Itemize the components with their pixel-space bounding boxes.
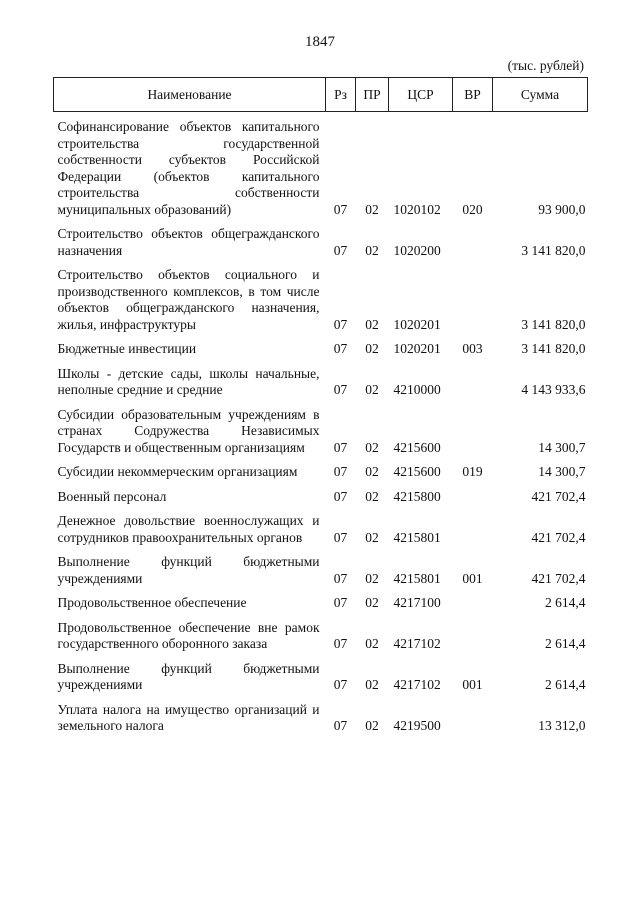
row-name: Софинансирование объектов капитального строительства государственной собственности субъектов Российской Федерации (объектов капитального строительства собственности муниципальных образований) [57, 119, 320, 217]
row-sum: 93 900,0 [538, 201, 586, 217]
row-vr [453, 399, 493, 457]
table-row [54, 333, 588, 358]
table-row [54, 694, 588, 735]
row-csr: 4215801 [393, 529, 441, 545]
row-sum: 4 143 933,6 [521, 382, 586, 397]
row-vr [453, 505, 493, 546]
table-row [54, 358, 588, 399]
row-rz: 07 [333, 464, 348, 479]
header-pr: ПР [356, 78, 389, 112]
row-name: Военный персонал [57, 488, 167, 504]
row-name: Строительство объектов общегражданского назначения [57, 226, 320, 258]
header-rz: Рз [326, 78, 356, 112]
header-vr: ВР [453, 78, 493, 112]
table-header-row [54, 78, 588, 112]
table-row [54, 505, 588, 546]
row-rz: 07 [333, 529, 348, 545]
row-pr: 02 [365, 636, 379, 651]
header-sum: Сумма [493, 78, 588, 112]
row-rz: 07 [333, 382, 348, 397]
header-csr: ЦСР [389, 78, 453, 112]
row-pr: 02 [365, 488, 379, 504]
row-rz: 07 [333, 242, 348, 258]
row-rz: 07 [333, 718, 348, 733]
row-name: Денежное довольствие военнослужащих и сотрудников правоохранительных органов [57, 513, 320, 545]
row-csr: 4217102 [393, 677, 441, 692]
row-sum: 14 300,7 [538, 439, 586, 455]
row-name: Продовольственное обеспечение [57, 595, 247, 610]
row-name: Выполнение функций бюджетными учреждениями [57, 660, 320, 692]
row-rz: 07 [333, 341, 348, 356]
header-name: Наименование [54, 78, 326, 112]
table-row [54, 456, 588, 481]
row-rz: 07 [333, 439, 348, 455]
row-sum: 3 141 820,0 [521, 316, 586, 332]
row-sum: 421 702,4 [531, 529, 586, 545]
row-rz: 07 [333, 636, 348, 651]
row-vr [453, 612, 493, 653]
row-csr: 4215800 [393, 488, 441, 504]
table-row [54, 612, 588, 653]
row-rz: 07 [333, 488, 348, 504]
row-name: Выполнение функций бюджетными учреждениями [57, 554, 320, 586]
row-vr [453, 259, 493, 333]
row-vr: 019 [462, 464, 483, 479]
row-pr: 02 [365, 570, 379, 586]
row-csr: 4215600 [393, 439, 441, 455]
units-note: (тыс. рублей) [507, 58, 584, 73]
row-sum: 13 312,0 [538, 718, 586, 733]
page-number: 1847 [305, 34, 335, 50]
table-row [54, 112, 588, 219]
row-pr: 02 [365, 439, 379, 455]
table-row [54, 653, 588, 694]
row-rz: 07 [333, 677, 348, 692]
row-vr [453, 358, 493, 399]
row-vr [453, 481, 493, 506]
row-vr: 001 [462, 677, 483, 692]
row-rz: 07 [333, 595, 348, 610]
row-csr: 4217100 [393, 595, 441, 610]
row-vr: 003 [462, 341, 483, 356]
table-row [54, 259, 588, 333]
row-pr: 02 [365, 529, 379, 545]
row-sum: 2 614,4 [545, 677, 586, 692]
row-csr: 4219500 [393, 718, 441, 733]
table-row [54, 218, 588, 259]
row-rz: 07 [333, 570, 348, 586]
row-csr: 1020102 [393, 201, 441, 217]
row-csr: 4217102 [393, 636, 441, 651]
budget-table [53, 77, 588, 735]
row-pr: 02 [365, 341, 379, 356]
row-pr: 02 [365, 464, 379, 479]
row-name: Школы - детские сады, школы начальные, неполные средние и средние [57, 365, 320, 397]
row-csr: 4215600 [393, 464, 441, 479]
row-sum: 2 614,4 [545, 636, 586, 651]
row-sum: 421 702,4 [531, 488, 586, 504]
row-vr [453, 587, 493, 612]
row-pr: 02 [365, 382, 379, 397]
row-name: Строительство объектов социального и производственного комплексов, в том числе объектов общегражданского назначения, жилья, инфраструктуры [57, 267, 320, 332]
row-sum: 3 141 820,0 [521, 242, 586, 258]
row-name: Уплата налога на имущество организаций и земельного налога [57, 701, 320, 733]
row-name: Субсидии некоммерческим организациям [57, 464, 298, 479]
row-sum: 14 300,7 [538, 464, 586, 479]
row-csr: 1020201 [393, 316, 441, 332]
row-rz: 07 [333, 316, 348, 332]
row-pr: 02 [365, 595, 379, 610]
row-csr: 4210000 [393, 382, 441, 397]
row-csr: 1020200 [393, 242, 441, 258]
row-name: Субсидии образовательным учреждениям в странах Содружества Независимых Государств и общественным организациям [57, 406, 320, 455]
row-sum: 3 141 820,0 [521, 341, 586, 356]
row-sum: 421 702,4 [531, 570, 586, 586]
row-vr [453, 218, 493, 259]
row-pr: 02 [365, 677, 379, 692]
row-rz: 07 [333, 201, 348, 217]
row-vr: 001 [462, 570, 483, 586]
row-csr: 1020201 [393, 341, 441, 356]
row-pr: 02 [365, 316, 379, 332]
row-csr: 4215801 [393, 570, 441, 586]
table-row [54, 546, 588, 587]
table-row [54, 481, 588, 506]
row-pr: 02 [365, 242, 379, 258]
row-sum: 2 614,4 [545, 595, 586, 610]
table-row [54, 399, 588, 457]
row-pr: 02 [365, 201, 379, 217]
row-name: Бюджетные инвестиции [57, 341, 197, 356]
table-row [54, 587, 588, 612]
row-name: Продовольственное обеспечение вне рамок государственного оборонного заказа [57, 619, 320, 651]
row-pr: 02 [365, 718, 379, 733]
row-vr [453, 694, 493, 735]
row-vr: 020 [462, 201, 483, 217]
